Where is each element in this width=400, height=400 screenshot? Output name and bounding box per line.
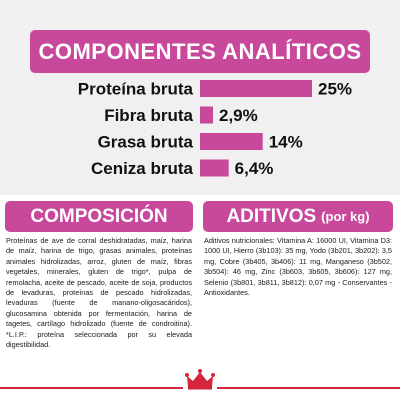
aditivos-unit: (por kg): [321, 209, 370, 224]
composicion-title: COMPOSICIÓN: [30, 205, 168, 227]
analytics-bar-chart: [0, 70, 400, 190]
category-label: Proteína bruta: [77, 79, 193, 99]
page-title: COMPONENTES ANALÍTICOS: [30, 30, 370, 73]
composicion-text: Proteínas de ave de corral deshidratadas, maíz, harina de maíz, harina de trigo, grasas animales, proteínas animales hidrolizadas, arroz, gluten de maíz, fibras vegetales, minerales, gluten de trigo*, pulpa de remolacha, aceite de pescado, aceite de soja, productos de levaduras, proteínas de pescado hidrolizadas, levaduras (fuente de manano-oligosacáridos), glucosamina obtenida por fermentación, harina de tagetes, cartílago hidrolizado (fuente de condroitina). *L.I.P.: proteína seleccionada por su elevada digestibilidad.: [6, 236, 192, 350]
value-label: 25%: [318, 79, 353, 99]
bar: [200, 80, 312, 97]
category-label: Fibra bruta: [104, 106, 193, 125]
bar: [200, 133, 263, 150]
category-label: Ceniza bruta: [90, 159, 193, 178]
bar: [200, 160, 229, 177]
value-label: 6,4%: [234, 159, 274, 178]
crown-logo-icon: [183, 368, 217, 390]
bar: [200, 107, 213, 124]
value-label: 14%: [268, 132, 303, 152]
aditivos-text: Aditivos nutricionales: Vitamina A: 16000 UI, Vitamina D3: 1000 UI, Hierro (3b103): 35 mg, Yodo (3b201, 3b202): 3,5 mg, Cobre (3b405, 3b406): 11 mg, Manganeso (3b502, 3b504): 46 mg, Zinc (3b603, 3b605, 3b606): 127 mg, Selenio (3b801, 3b811, 3b812): 0,07 mg - Conservantes - Antioxidantes.: [204, 236, 392, 298]
aditivos-title: ADITIVOS: [226, 205, 317, 227]
category-label: Grasa bruta: [97, 132, 193, 152]
composicion-header: [5, 201, 193, 232]
value-label: 2,9%: [218, 106, 258, 125]
aditivos-header: [203, 201, 393, 232]
